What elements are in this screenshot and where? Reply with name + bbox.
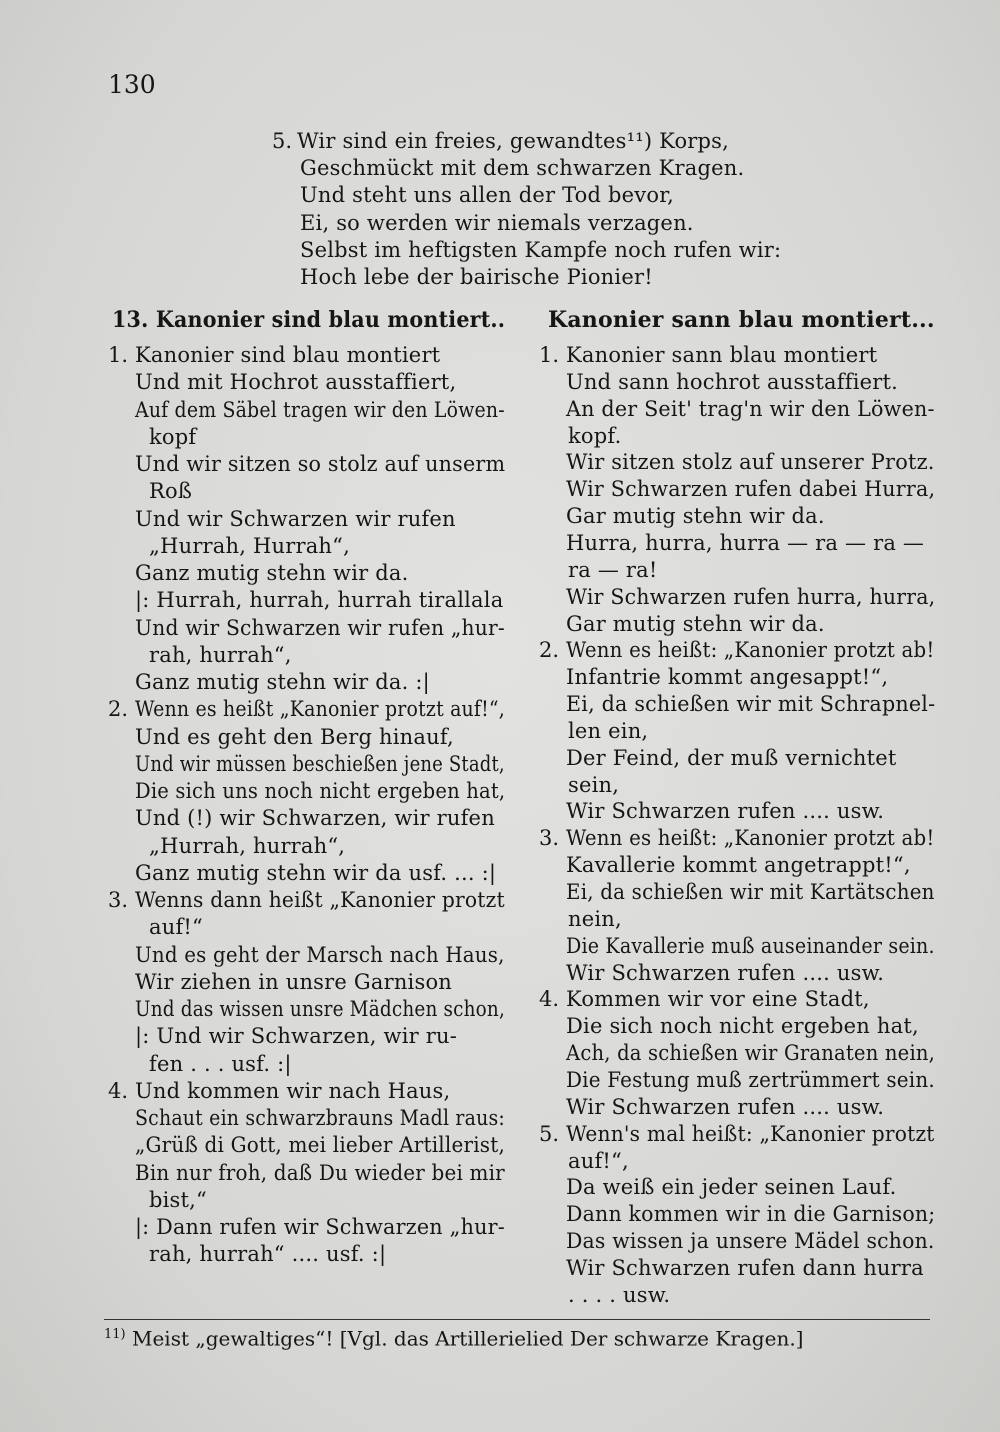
verse-line: Wir Schwarzen rufen hurra, hurra,	[566, 584, 936, 609]
verse-line: Hurra, hurra, hurra — ra — ra —	[566, 530, 925, 555]
verse-line: rah, hurrah“,	[149, 642, 292, 667]
verse-line: Die sich uns noch nicht ergeben hat,	[135, 779, 506, 803]
verse-line: len ein,	[568, 718, 649, 743]
verse-line: Wenn es heißt „Kanonier protzt auf!“,	[135, 697, 505, 722]
verse-line: Und mit Hochrot ausstaffiert,	[135, 370, 457, 395]
verse-line: Wir Schwarzen rufen .... usw.	[566, 960, 885, 985]
verse-line: Infantrie kommt angesappt!“,	[566, 665, 889, 690]
stanza-number: 5.	[539, 1121, 560, 1146]
verse-line: . . . . usw.	[568, 1282, 671, 1307]
verse-line: fen . . . usf. :|	[149, 1051, 292, 1076]
section-title: 13. Kanonier sind blau montiert..	[112, 307, 506, 333]
verse-line: Und es geht den Berg hinauf,	[135, 724, 454, 749]
verse-line: Geschmückt mit dem schwarzen Kragen.	[300, 156, 745, 181]
stanza-number: 1.	[539, 343, 560, 367]
verse-line: nein,	[568, 906, 622, 931]
verse-line: Und wir Schwarzen wir rufen „hur-	[135, 615, 505, 640]
verse-line: Die Festung muß zertrümmert sein.	[566, 1067, 935, 1092]
verse-line: Bin nur froh, daß Du wieder bei mir	[135, 1160, 505, 1185]
stanza-number: 2.	[539, 638, 560, 663]
verse-line: Wir Schwarzen rufen dann hurra	[566, 1255, 924, 1280]
verse-line: Schaut ein schwarzbrauns Madl raus:	[135, 1106, 505, 1130]
verse-line: An der Seit' trag'n wir den Löwen-	[566, 396, 935, 421]
verse-line: auf!“	[149, 915, 203, 940]
verse-line: Wenn es heißt: „Kanonier protzt ab!	[566, 638, 935, 663]
stanza-number: 3.	[539, 826, 560, 851]
verse-line: Auf dem Säbel tragen wir den Löwen-	[135, 397, 505, 422]
verse-line: Wenns dann heißt „Kanonier protzt	[135, 888, 505, 912]
verse-line: Und kommen wir nach Haus,	[135, 1078, 451, 1103]
stanza-number: 4.	[539, 987, 560, 1012]
verse-line: |: Und wir Schwarzen, wir ru-	[135, 1024, 458, 1049]
verse-line: Und steht uns allen der Tod bevor,	[300, 183, 675, 208]
verse-line: Kommen wir vor eine Stadt,	[566, 987, 870, 1012]
verse-line: Wenn's mal heißt: „Kanonier protzt	[566, 1121, 935, 1146]
verse-line: Und (!) wir Schwarzen, wir rufen	[135, 806, 495, 831]
verse-line: Und wir müssen beschießen jene Stadt,	[135, 751, 505, 776]
footnote-marker: 11)	[104, 1327, 126, 1342]
verse-line: Ei, so werden wir niemals verzagen.	[300, 210, 694, 235]
verse-line: Und sann hochrot ausstaffiert.	[566, 369, 899, 394]
verse-line: Selbst im heftigsten Kampfe noch rufen wir:	[300, 237, 782, 262]
verse-line: Hoch lebe der bairische Pionier!	[300, 265, 653, 289]
verse-line: Wir Schwarzen rufen .... usw.	[566, 1094, 885, 1119]
verse-line: Ganz mutig stehn wir da usf. ... :|	[135, 860, 497, 885]
verse-line: Kanonier sind blau montiert	[135, 343, 441, 367]
verse-line: Roß	[149, 479, 193, 504]
footnote-text: Meist „gewaltiges“! [Vgl. das Artillerielied Der schwarze Kragen.]	[131, 1326, 804, 1351]
stanza-number: 4.	[108, 1078, 129, 1103]
verse-line: Wir Schwarzen rufen dabei Hurra,	[566, 477, 936, 502]
verse-line: „Grüß di Gott, mei lieber Artillerist,	[135, 1133, 505, 1158]
stanza-number: 1.	[108, 343, 129, 367]
verse-line: kopf	[149, 424, 197, 449]
verse-line: rah, hurrah“ .... usf. :|	[149, 1242, 387, 1267]
stanza-number: 2.	[108, 697, 129, 722]
verse-line: Die sich noch nicht ergeben hat,	[566, 1014, 919, 1039]
footnote	[104, 1322, 803, 1352]
verse-line: Und wir Schwarzen wir rufen	[135, 506, 456, 531]
verse-line: Wir sind ein freies, gewandtes¹¹) Korps,	[297, 129, 730, 153]
page-number: 130	[108, 70, 156, 99]
stanza-number: 5.	[272, 129, 293, 153]
verse-line: Und es geht der Marsch nach Haus,	[135, 942, 505, 967]
verse-line: ra — ra!	[568, 557, 658, 582]
verse-line: Wenn es heißt: „Kanonier protzt ab!	[566, 826, 935, 851]
section-title: Kanonier sann blau montiert...	[548, 307, 935, 333]
verse-line: Wir Schwarzen rufen .... usw.	[566, 799, 885, 824]
verse-line: „Hurrah, Hurrah“,	[149, 533, 350, 558]
verse-line: Dann kommen wir in die Garnison;	[566, 1202, 936, 1227]
verse-line: auf!“,	[568, 1148, 629, 1173]
verse-line: Ach, da schießen wir Granaten nein,	[566, 1041, 936, 1066]
verse-line: bist,“	[149, 1187, 207, 1212]
verse-line: Gar mutig stehn wir da.	[566, 611, 825, 636]
stanza-number: 3.	[108, 888, 129, 912]
footnote-rule	[104, 1319, 930, 1320]
verse-line: „Hurrah, hurrah“,	[149, 833, 346, 858]
verse-line: Gar mutig stehn wir da.	[566, 504, 825, 529]
verse-line: |: Dann rufen wir Schwarzen „hur-	[135, 1215, 505, 1239]
verse-line: Der Feind, der muß vernichtet	[566, 745, 897, 770]
verse-line: |: Hurrah, hurrah, hurrah tirallala	[135, 588, 504, 613]
verse-line: Ei, da schießen wir mit Schrapnel-	[566, 692, 936, 717]
verse-line: Und wir sitzen so stolz auf unserm	[135, 452, 506, 476]
verse-line: kopf.	[568, 423, 622, 448]
verse-line: Ganz mutig stehn wir da.	[135, 561, 409, 585]
verse-line: Wir sitzen stolz auf unserer Protz.	[566, 450, 935, 475]
verse-line: Und das wissen unsre Mädchen schon,	[135, 997, 505, 1021]
verse-line: Wir ziehen in unsre Garnison	[135, 969, 453, 994]
verse-line: Ei, da schießen wir mit Kartätschen	[566, 880, 935, 904]
verse-line: Kanonier sann blau montiert	[566, 343, 878, 367]
verse-line: Kavallerie kommt angetrappt!“,	[566, 853, 911, 878]
verse-line: Ganz mutig stehn wir da. :|	[135, 670, 430, 694]
verse-line: sein,	[568, 772, 620, 797]
verse-line: Da weiß ein jeder seinen Lauf.	[566, 1175, 897, 1200]
verse-line: Die Kavallerie muß auseinander sein.	[566, 933, 935, 958]
verse-line: Das wissen ja unsere Mädel schon.	[566, 1229, 935, 1254]
